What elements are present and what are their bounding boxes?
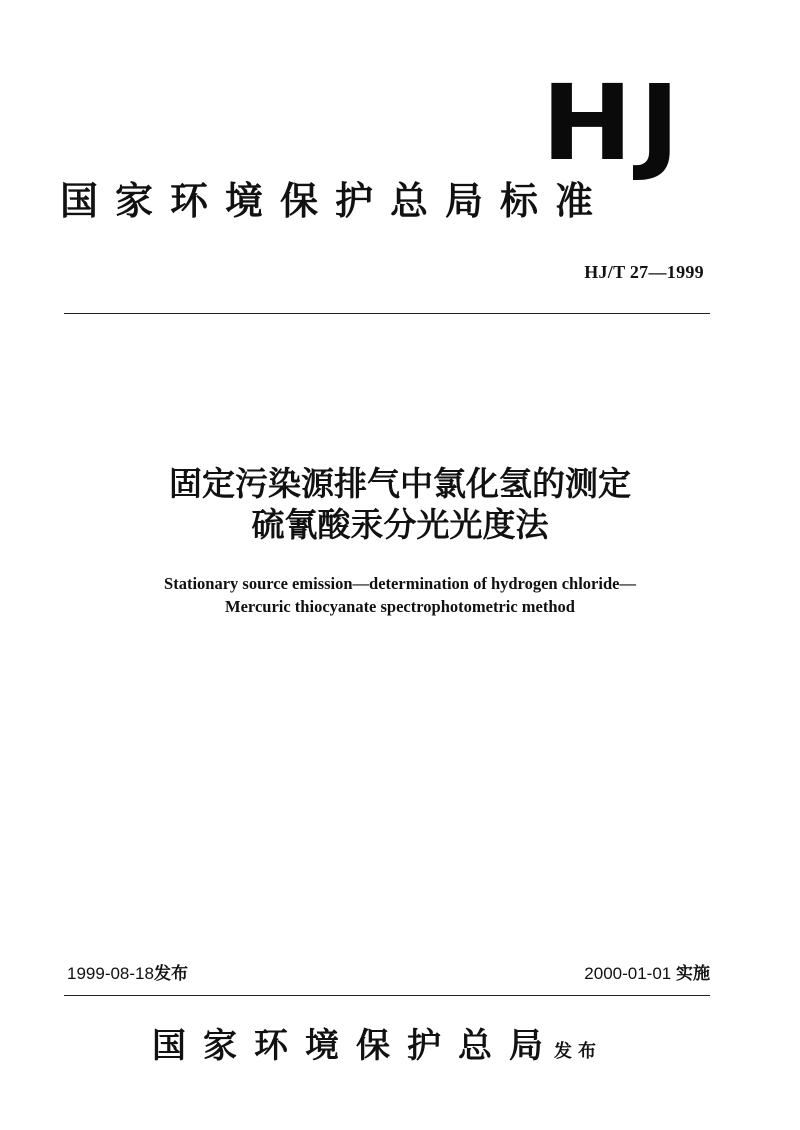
issued-date: 1999-08-18 [67,964,154,983]
title-en-line1: Stationary source emission—determination of hydrogen chloride— [164,574,636,593]
issued-label: 发布 [153,964,188,983]
publisher-name: 国家环境保护总局 [152,1026,560,1066]
effective-date: 2000-01-01 [584,964,672,983]
effective-label: 实施 [676,964,710,983]
title-zh-line2: 硫氰酸汞分光光度法 [251,505,549,544]
issued-date-block [67,962,188,986]
bottom-divider [64,995,710,996]
agency-standard-heading: 国家环境保护总局标准 [60,178,611,223]
hj-logo: HJ [541,62,686,184]
publish-action: 发布 [554,1041,602,1062]
title-zh-line1: 固定污染源排气中氯化氢的测定 [169,464,631,503]
top-divider [64,313,710,314]
title-en-line2: Mercuric thiocyanate spectrophotometric method [225,597,575,616]
standard-number: HJ/T 27—1999 [584,262,704,282]
publisher-line [152,1024,602,1068]
effective-date-block [584,962,710,986]
